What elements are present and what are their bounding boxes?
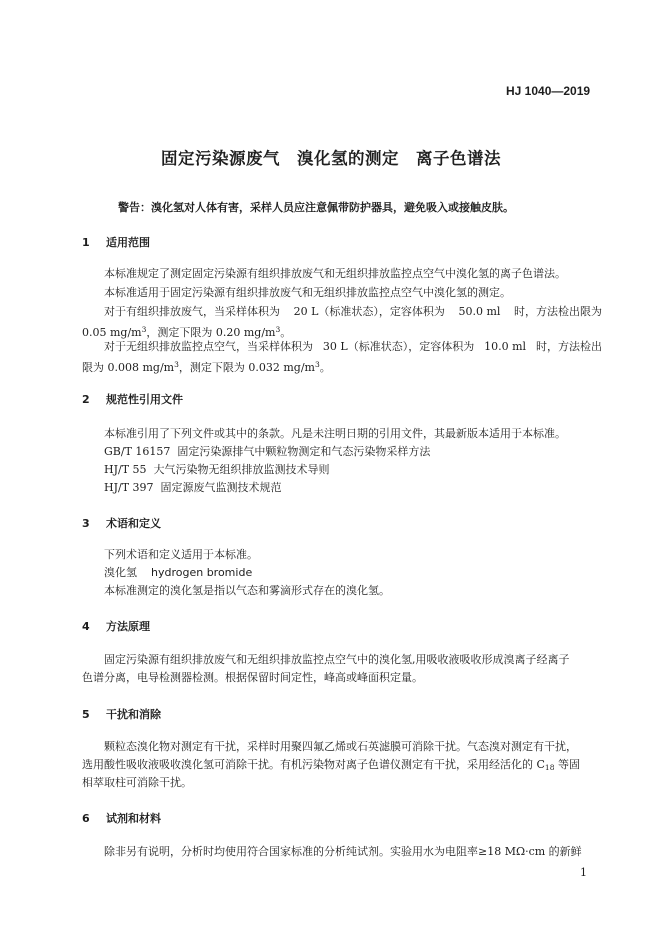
section-heading-2 <box>82 391 183 407</box>
term-chinese: 溴化氢 <box>104 566 137 579</box>
paragraph-line <box>104 305 602 319</box>
reference-code: GB/T 16157 <box>104 445 171 458</box>
text-segment: ，测定下限为 0.20 mg/m <box>146 326 276 339</box>
paragraph: 本标准适用于固定污染源有组织排放废气和无组织排放监控点空气中溴化氢的测定。 <box>104 286 511 299</box>
section-number: 3 <box>82 517 90 530</box>
section-title: 规范性引用文件 <box>106 393 183 406</box>
text-segment: 选用酸性吸收液吸收溴化氢可消除干扰。有机污染物对离子色谱仪测定有干扰，采用经活化的 C <box>82 758 545 771</box>
section-title: 试剂和材料 <box>106 812 161 825</box>
paragraph: 本标准引用了下列文件或其中的条款。凡是未注明日期的引用文件，其最新版本适用于本标准。 <box>104 427 566 440</box>
paragraph-line <box>104 340 602 354</box>
section-title: 干扰和消除 <box>106 708 161 721</box>
reference-item <box>104 481 282 495</box>
section-number: 2 <box>82 393 90 406</box>
paragraph: 下列术语和定义适用于本标准。 <box>104 548 258 561</box>
text-segment: 。 <box>280 326 292 339</box>
text-segment: 0.05 mg/m <box>82 326 142 339</box>
document-title: 固定污染源废气 溴化氢的测定 离子色谱法 <box>161 149 501 168</box>
paragraph-line <box>82 323 291 340</box>
text-segment: 对于无组织排放监控点空气，当采样体积为 <box>104 340 313 353</box>
section-title: 方法原理 <box>106 620 150 633</box>
paragraph-line <box>82 358 331 375</box>
paragraph-line: 色谱分离，电导检测器检测。根据保留时间定性，峰高或峰面积定量。 <box>82 671 423 684</box>
text-segment: 限为 0.008 mg/m <box>82 361 175 374</box>
text-segment: 等固 <box>554 758 580 771</box>
paragraph-line: 颗粒态溴化物对测定有干扰，采样时用聚四氟乙烯或石英滤膜可消除干扰。气态溴对测定有干扰， <box>104 740 577 753</box>
section-heading-1 <box>82 234 150 250</box>
paragraph-line <box>82 758 580 775</box>
term-english: hydrogen bromide <box>151 566 253 579</box>
section-heading-3 <box>82 515 161 531</box>
text-segment: 时，方法检出 <box>535 340 602 353</box>
term-definition: 本标准测定的溴化氢是指以气态和雾滴形式存在的溴化氢。 <box>104 584 390 597</box>
section-heading-4 <box>82 618 150 634</box>
reference-code: HJ/T 397 <box>104 481 154 494</box>
section-number: 5 <box>82 708 90 721</box>
reference-item <box>104 445 430 459</box>
reference-name: 大气污染物无组织排放监测技术导则 <box>153 463 330 476</box>
superscript: 3 <box>141 325 147 334</box>
text-segment: 。 <box>319 361 331 374</box>
paragraph: 本标准规定了测定固定污染源有组织排放废气和无组织排放监控点空气中溴化氢的离子色谱法。 <box>104 267 566 280</box>
standard-number: HJ 1040—2019 <box>506 84 591 98</box>
section-number: 6 <box>82 812 90 825</box>
section-heading-5 <box>82 706 161 722</box>
superscript: 3 <box>174 360 179 369</box>
text-segment: 30 L（标准状态），定容体积为 <box>322 340 475 353</box>
paragraph-line: 除非另有说明，分析时均使用符合国家标准的分析纯试剂。实验用水为电阻率≥18 MΩ·cm 的新鲜 <box>104 845 582 858</box>
reference-name: 固定污染源排气中颗粒物测定和气态污染物采样方法 <box>177 445 431 458</box>
superscript: 3 <box>314 360 320 369</box>
reference-item <box>104 463 330 477</box>
subscript: 18 <box>544 763 555 772</box>
paragraph-line: 相萃取柱可消除干扰。 <box>82 776 192 789</box>
text-segment: ，测定下限为 0.032 mg/m <box>178 361 315 374</box>
superscript: 3 <box>275 325 281 334</box>
reference-name: 固定源废气监测技术规范 <box>160 481 282 494</box>
section-number: 1 <box>82 236 90 249</box>
section-number: 4 <box>82 620 90 633</box>
text-segment: 时，方法检出限为 <box>513 305 602 318</box>
section-heading-6 <box>82 810 161 826</box>
text-segment: 对于有组织排放废气，当采样体积为 <box>104 305 280 318</box>
page-number: 1 <box>580 866 587 879</box>
warning-notice: 警告：溴化氢对人体有害，采样人员应注意佩带防护器具，避免吸入或接触皮肤。 <box>118 201 514 214</box>
section-title: 适用范围 <box>106 236 150 249</box>
text-segment: 20 L（标准状态），定容体积为 <box>293 305 445 318</box>
text-segment: 10.0 ml <box>484 340 527 353</box>
paragraph-line: 固定污染源有组织排放废气和无组织排放监控点空气中的溴化氢,用吸收液吸收形成溴离子经离子 <box>104 653 570 666</box>
reference-code: HJ/T 55 <box>104 463 147 476</box>
section-title: 术语和定义 <box>106 517 161 530</box>
text-segment: 50.0 ml <box>458 305 501 318</box>
term-entry <box>104 566 252 580</box>
